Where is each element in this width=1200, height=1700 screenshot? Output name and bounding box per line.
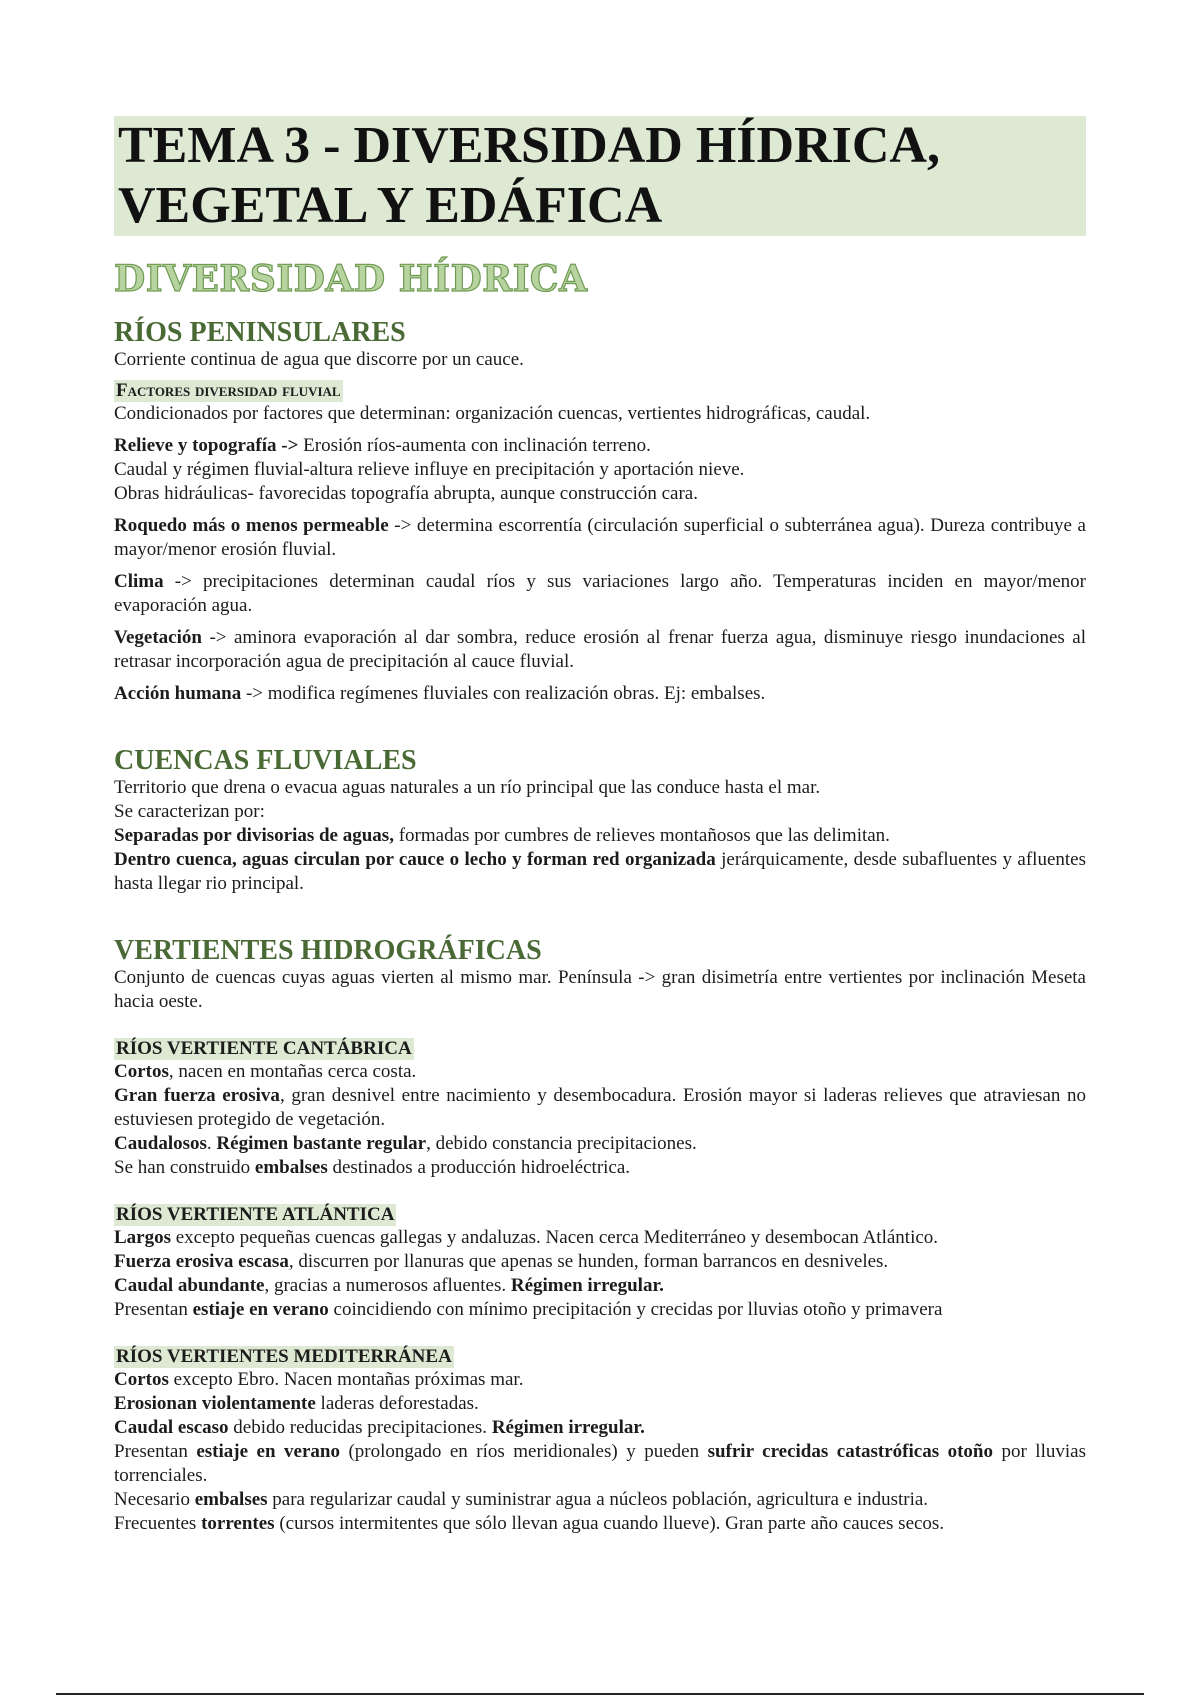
cantabrica-b: Gran fuerza erosiva, gran desnivel entre nacimiento y desembocadura. Erosión mayor si laderas relieves que atraviesan no estuviesen protegido de vegetación. — [114, 1085, 1086, 1130]
cuencas-line1: Territorio que drena o evacua aguas naturales a un río principal que las conduce hasta el mar. — [114, 777, 821, 798]
factor-vegetacion: Vegetación -> aminora evaporación al dar sombra, reduce erosión al frenar fuerza agua, disminuye riesgo inundaciones al retrasar incorporación agua de precipitación al cauce fluvial. — [114, 627, 1086, 672]
heading-mediterranea: RÍOS VERTIENTES MEDITERRÁNEA — [116, 1346, 452, 1367]
heading-cuencas-fluviales: CUENCAS FLUVIALES — [114, 745, 417, 776]
factor-accion-humana: Acción humana -> modifica regímenes fluviales con realización obras. Ej: embalses. — [114, 683, 766, 704]
cantabrica-a: Cortos, nacen en montañas cerca costa. — [114, 1061, 417, 1082]
atlantica-a: Largos excepto pequeñas cuencas gallegas y andaluzas. Nacen cerca Mediterráneo y desembocan Atlántico. — [114, 1227, 939, 1248]
mediterranea-d: Presentan estiaje en verano (prolongado en ríos meridionales) y pueden sufrir crecidas catastróficas otoño por lluvias torrenciales. — [114, 1441, 1086, 1486]
atlantica-c: Caudal abundante, gracias a numerosos afluentes. Régimen irregular. — [114, 1275, 664, 1296]
heading-factores: Factores diversidad fluvial — [116, 380, 341, 401]
mediterranea-f: Frecuentes torrentes (cursos intermitentes que sólo llevan agua cuando llueve). Gran parte año cauces secos. — [114, 1513, 945, 1534]
section-title: DIVERSIDAD HÍDRICA — [114, 258, 588, 300]
main-title-line1: TEMA 3 - DIVERSIDAD HÍDRICA, — [118, 117, 940, 174]
factor-relieve-line3: Obras hidráulicas- favorecidas topografía abrupta, aunque construcción cara. — [114, 483, 698, 504]
rios-definition: Corriente continua de agua que discorre por un cauce. — [114, 349, 524, 370]
heading-vertientes: VERTIENTES HIDROGRÁFICAS — [114, 935, 542, 966]
factor-roquedo: Roquedo más o menos permeable -> determina escorrentía (circulación superficial o subterránea agua). Dureza contribuye a mayor/menor erosión fluvial. — [114, 515, 1086, 560]
factores-intro: Condicionados por factores que determinan: organización cuencas, vertientes hidrográficas, caudal. — [114, 403, 871, 424]
factor-clima: Clima -> precipitaciones determinan caudal ríos y sus variaciones largo año. Temperaturas inciden en mayor/menor evaporación agua. — [114, 571, 1086, 616]
mediterranea-b: Erosionan violentamente laderas deforestadas. — [114, 1393, 479, 1414]
factor-relieve: Relieve y topografía -> Erosión ríos-aumenta con inclinación terreno. — [114, 435, 651, 456]
atlantica-d: Presentan estiaje en verano coincidiendo con mínimo precipitación y crecidas por lluvias otoño y primavera — [114, 1299, 943, 1320]
cuencas-line2: Se caracterizan por: — [114, 801, 265, 822]
factor-relieve-line2: Caudal y régimen fluvial-altura relieve influye en precipitación y aportación nieve. — [114, 459, 745, 480]
cantabrica-d: Se han construido embalses destinados a producción hidroeléctrica. — [114, 1157, 631, 1178]
cuencas-line3: Separadas por divisorias de aguas, formadas por cumbres de relieves montañosos que las delimitan. — [114, 825, 890, 846]
heading-atlantica: RÍOS VERTIENTE ATLÁNTICA — [116, 1204, 395, 1225]
cuencas-line4: Dentro cuenca, aguas circulan por cauce o lecho y forman red organizada jerárquicamente, desde subafluentes y afluentes hasta llegar rio principal. — [114, 849, 1086, 894]
mediterranea-e: Necesario embalses para regularizar caudal y suministrar agua a núcleos población, agricultura e industria. — [114, 1489, 929, 1510]
heading-cantabrica: RÍOS VERTIENTE CANTÁBRICA — [116, 1038, 412, 1059]
heading-rios-peninsulares: RÍOS PENINSULARES — [114, 317, 406, 348]
atlantica-b: Fuerza erosiva escasa, discurren por llanuras que apenas se hunden, forman barrancos en desniveles. — [114, 1251, 889, 1272]
mediterranea-c: Caudal escaso debido reducidas precipitaciones. Régimen irregular. — [114, 1417, 645, 1438]
mediterranea-a: Cortos excepto Ebro. Nacen montañas próximas mar. — [114, 1369, 524, 1390]
footer-rule — [56, 1693, 1144, 1695]
main-title-line2: VEGETAL Y EDÁFICA — [118, 177, 663, 234]
document-page — [114, 116, 1086, 1536]
main-title — [114, 116, 1086, 236]
cantabrica-c: Caudalosos. Régimen bastante regular, debido constancia precipitaciones. — [114, 1133, 697, 1154]
vertientes-line1: Conjunto de cuencas cuyas aguas vierten al mismo mar. Península -> gran disimetría entre vertientes por inclinación Meseta hacia oeste. — [114, 967, 1086, 1012]
